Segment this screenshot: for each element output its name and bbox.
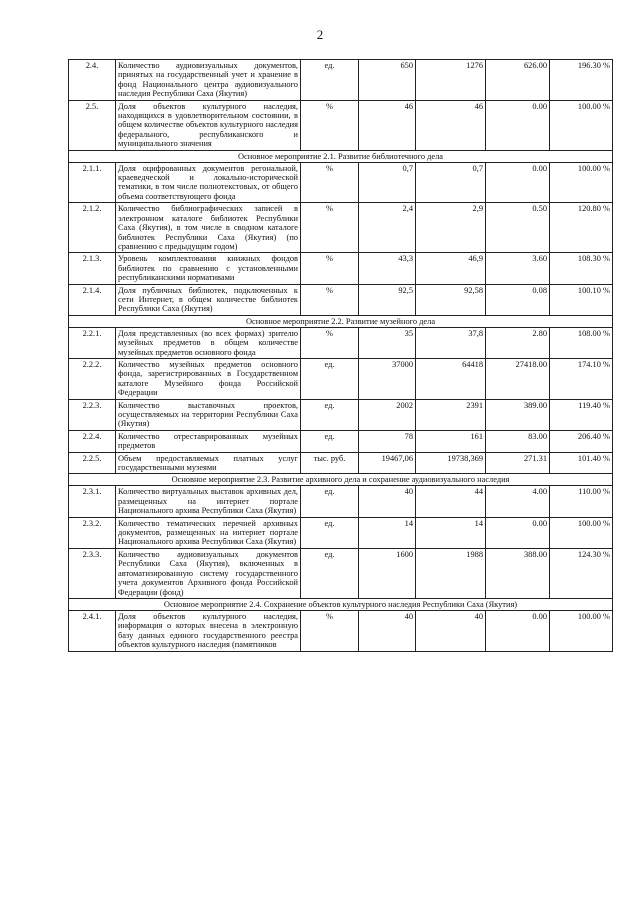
fact-value: 1276 [416, 60, 486, 101]
table-row [69, 430, 613, 452]
deviation-value: 0.08 [486, 284, 550, 315]
unit-cell: % [301, 253, 359, 284]
plan-value: 2002 [359, 399, 416, 430]
table-row [69, 253, 613, 284]
indicator-name: Количество виртуальных выставок архивных дел, размещенных на интернет портале Национального архива Республики Саха (Якутия) [116, 486, 301, 517]
unit-cell: ед. [301, 517, 359, 548]
section-title: Основное мероприятие 2.4. Сохранение объектов культурного наследия Республики Саха (Якутия) [69, 598, 613, 610]
indicator-number: 2.2.2. [69, 358, 116, 399]
indicator-name: Доля объектов культурного наследия, информация о которых внесена в электронную базу данных единого государственного реестра объектов культурного наследия (памятников [116, 610, 301, 651]
fact-value: 0,7 [416, 162, 486, 203]
percent-value: 100.00 % [550, 610, 613, 651]
percent-value: 100.00 % [550, 100, 613, 150]
percent-value: 196.30 % [550, 60, 613, 101]
unit-cell: % [301, 610, 359, 651]
deviation-value: 0.00 [486, 517, 550, 548]
percent-value: 108.30 % [550, 253, 613, 284]
section-row [69, 150, 613, 162]
indicator-number: 2.2.5. [69, 452, 116, 474]
indicator-number: 2.1.1. [69, 162, 116, 203]
indicator-name: Количество отреставрированных музейных предметов [116, 430, 301, 452]
plan-value: 46 [359, 100, 416, 150]
fact-value: 161 [416, 430, 486, 452]
fact-value: 2,9 [416, 203, 486, 253]
deviation-value: 83.00 [486, 430, 550, 452]
section-row [69, 598, 613, 610]
indicator-number: 2.1.4. [69, 284, 116, 315]
indicator-name: Уровень комплектования книжных фондов библиотек по сравнению с установленными республиканскими нормативами [116, 253, 301, 284]
deviation-value: 0.50 [486, 203, 550, 253]
deviation-value: 4.00 [486, 486, 550, 517]
table-row [69, 399, 613, 430]
percent-value: 124.30 % [550, 548, 613, 598]
indicator-name: Доля публичных библиотек, подключенных к сети Интернет, в общем количестве библиотек Республики Саха (Якутия) [116, 284, 301, 315]
plan-value: 92,5 [359, 284, 416, 315]
fact-value: 19738,369 [416, 452, 486, 474]
table-row [69, 610, 613, 651]
section-title: Основное мероприятие 2.3. Развитие архивного дела и сохранение аудиовизуального наследия [69, 474, 613, 486]
table-row [69, 162, 613, 203]
unit-cell: ед. [301, 60, 359, 101]
plan-value: 43,3 [359, 253, 416, 284]
fact-value: 64418 [416, 358, 486, 399]
percent-value: 101.40 % [550, 452, 613, 474]
deviation-value: 27418.00 [486, 358, 550, 399]
unit-cell: ед. [301, 486, 359, 517]
deviation-value: 388.00 [486, 548, 550, 598]
table-row [69, 452, 613, 474]
deviation-value: 0.00 [486, 100, 550, 150]
indicator-number: 2.4. [69, 60, 116, 101]
percent-value: 119.40 % [550, 399, 613, 430]
section-row [69, 474, 613, 486]
plan-value: 1600 [359, 548, 416, 598]
unit-cell: % [301, 284, 359, 315]
deviation-value: 2.80 [486, 327, 550, 358]
indicator-name: Количество аудиовизуальных документов, принятых на государственный учет и хранение в фонд Национального центра аудиовизуального наследия Республики Саха (Якутия) [116, 60, 301, 101]
indicator-number: 2.2.3. [69, 399, 116, 430]
indicator-number: 2.5. [69, 100, 116, 150]
fact-value: 1988 [416, 548, 486, 598]
table-row [69, 486, 613, 517]
indicators-table [68, 59, 613, 652]
table-row [69, 517, 613, 548]
plan-value: 40 [359, 610, 416, 651]
table-row [69, 548, 613, 598]
plan-value: 40 [359, 486, 416, 517]
deviation-value: 626.00 [486, 60, 550, 101]
deviation-value: 0.00 [486, 162, 550, 203]
indicator-name: Доля представленных (во всех формах) зрителю музейных предметов в общем количестве музейных предметов основного фонда [116, 327, 301, 358]
fact-value: 44 [416, 486, 486, 517]
percent-value: 100.00 % [550, 162, 613, 203]
deviation-value: 3.60 [486, 253, 550, 284]
section-title: Основное мероприятие 2.2. Развитие музейного дела [69, 315, 613, 327]
table-row [69, 284, 613, 315]
percent-value: 100.00 % [550, 517, 613, 548]
percent-value: 206.40 % [550, 430, 613, 452]
section-row [69, 315, 613, 327]
unit-cell: % [301, 100, 359, 150]
percent-value: 174.10 % [550, 358, 613, 399]
deviation-value: 389.00 [486, 399, 550, 430]
indicator-name: Количество музейных предметов основного фонда, зарегистрированных в Государственном каталоге Музейного фонда Российской Федерации [116, 358, 301, 399]
plan-value: 19467,06 [359, 452, 416, 474]
plan-value: 2,4 [359, 203, 416, 253]
unit-cell: % [301, 203, 359, 253]
fact-value: 92,58 [416, 284, 486, 315]
unit-cell: ед. [301, 548, 359, 598]
indicator-number: 2.3.2. [69, 517, 116, 548]
indicator-number: 2.1.3. [69, 253, 116, 284]
page-number: 2 [316, 27, 324, 42]
plan-value: 650 [359, 60, 416, 101]
unit-cell: ед. [301, 399, 359, 430]
unit-cell: ед. [301, 430, 359, 452]
indicator-name: Количество выставочных проектов, осуществляемых на территории Республики Саха (Якутия) [116, 399, 301, 430]
plan-value: 0,7 [359, 162, 416, 203]
fact-value: 14 [416, 517, 486, 548]
table-row [69, 100, 613, 150]
indicator-number: 2.4.1. [69, 610, 116, 651]
indicator-name: Количество библиографических записей в электронном каталоге библиотек Республики Саха (Якутия), в том числе в сводном каталоге библиотек Республики Саха (Якутия) (по сравнению с предыдущим годом) [116, 203, 301, 253]
percent-value: 110.00 % [550, 486, 613, 517]
indicator-number: 2.2.4. [69, 430, 116, 452]
indicator-name: Объем предоставляемых платных услуг государственными музеями [116, 452, 301, 474]
indicator-name: Количество тематических перечней архивных документов, размещенных на интернет портале Национального архива Республики Саха (Якутия) [116, 517, 301, 548]
deviation-value: 0.00 [486, 610, 550, 651]
fact-value: 46 [416, 100, 486, 150]
indicator-number: 2.2.1. [69, 327, 116, 358]
indicator-name: Доля оцифрованных документов регональной, краеведческой и локально-исторической тематики, в том числе полнотекстовых, от общего объема соответствующего фонда [116, 162, 301, 203]
fact-value: 40 [416, 610, 486, 651]
unit-cell: тыс. руб. [301, 452, 359, 474]
indicator-number: 2.1.2. [69, 203, 116, 253]
plan-value: 78 [359, 430, 416, 452]
percent-value: 100.10 % [550, 284, 613, 315]
section-title: Основное мероприятие 2.1. Развитие библиотечного дела [69, 150, 613, 162]
unit-cell: % [301, 162, 359, 203]
plan-value: 35 [359, 327, 416, 358]
deviation-value: 271.31 [486, 452, 550, 474]
fact-value: 2391 [416, 399, 486, 430]
indicator-name: Доля объектов культурного наследия, находящихся в удовлетворительном состоянии, в общем количестве объектов культурного наследия федерального, республиканского и муниципального значения [116, 100, 301, 150]
plan-value: 37000 [359, 358, 416, 399]
table-row [69, 358, 613, 399]
unit-cell: ед. [301, 358, 359, 399]
percent-value: 108.00 % [550, 327, 613, 358]
fact-value: 46,9 [416, 253, 486, 284]
indicator-number: 2.3.3. [69, 548, 116, 598]
indicator-name: Количество аудиовизуальных документов Республики Саха (Якутия), включенных в автоматизированную систему государственного учета документов Архивного фонда Российской Федерации (фонд) [116, 548, 301, 598]
table-row [69, 327, 613, 358]
plan-value: 14 [359, 517, 416, 548]
table-row [69, 203, 613, 253]
unit-cell: % [301, 327, 359, 358]
percent-value: 120.80 % [550, 203, 613, 253]
fact-value: 37,8 [416, 327, 486, 358]
table-row [69, 60, 613, 101]
indicator-number: 2.3.1. [69, 486, 116, 517]
